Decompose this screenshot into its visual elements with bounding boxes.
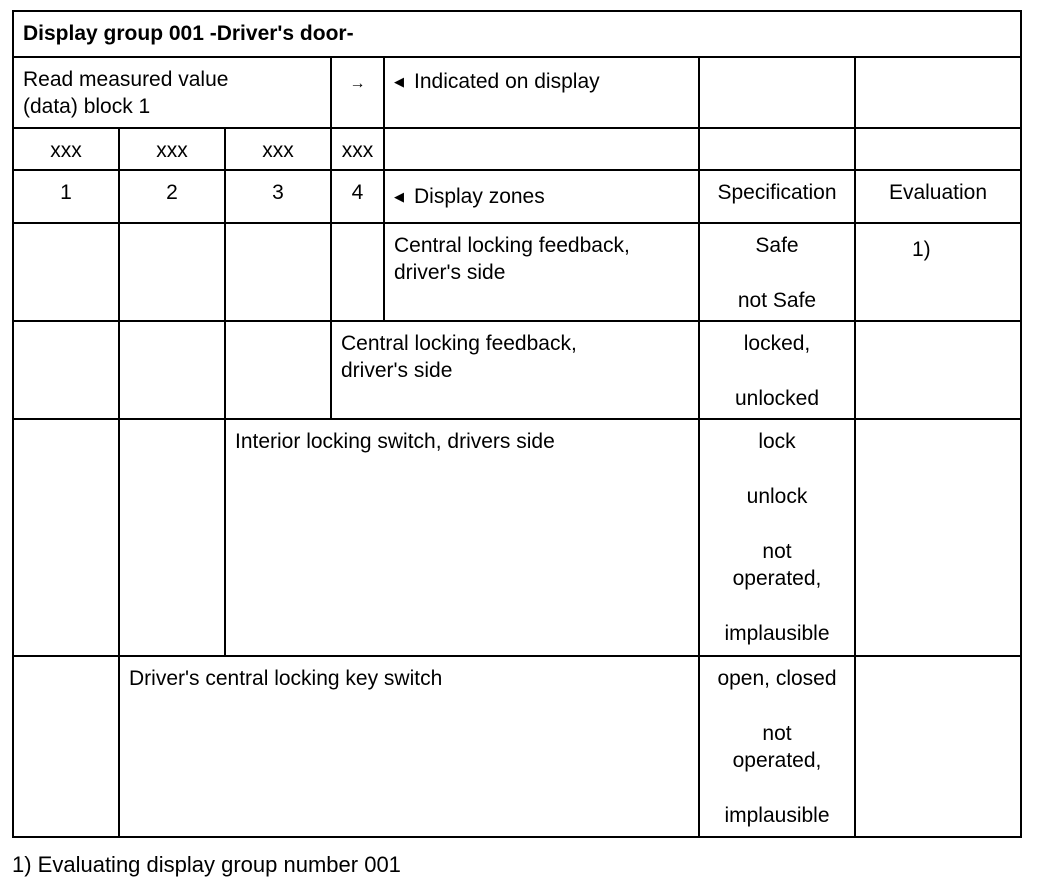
evaluation-cell xyxy=(855,656,1021,837)
placeholder-zone-4: xxx xyxy=(331,128,384,170)
empty-cell xyxy=(225,321,331,419)
read-block-label: Read measured value (data) block 1 xyxy=(13,57,331,128)
empty-cell xyxy=(331,223,384,321)
row-label: Central locking feedback, driver's side xyxy=(331,321,699,419)
placeholder-zone-3: xxx xyxy=(225,128,331,170)
empty-cell xyxy=(13,223,119,321)
spec-value: unlocked xyxy=(734,387,820,410)
spec-value: locked, xyxy=(743,332,811,355)
empty-cell xyxy=(13,321,119,419)
arrow-icon: → xyxy=(331,57,384,128)
evaluation-note: 1) xyxy=(855,223,1021,321)
empty-cell xyxy=(119,419,225,656)
evaluation-header: Evaluation xyxy=(855,170,1021,223)
empty-cell xyxy=(225,223,331,321)
triangle-left-icon: ◀ xyxy=(394,189,404,204)
spec-value: implausible xyxy=(724,804,830,827)
indicated-on-display-cell xyxy=(384,57,699,128)
spec-value: Safe xyxy=(755,234,799,257)
display-zones-label: Display zones xyxy=(414,185,545,208)
row-label: Central locking feedback, driver's side xyxy=(384,223,699,321)
evaluation-cell xyxy=(855,321,1021,419)
specification-values xyxy=(699,656,855,837)
spec-value: implausible xyxy=(724,622,830,645)
empty-cell xyxy=(13,419,119,656)
spec-value: open, closed xyxy=(717,667,837,690)
evaluation-cell xyxy=(855,419,1021,656)
zone-number-3: 3 xyxy=(225,170,331,223)
spec-value: lock xyxy=(758,430,796,453)
placeholder-zone-2: xxx xyxy=(119,128,225,170)
indicated-on-display-label: Indicated on display xyxy=(414,70,600,93)
empty-cell xyxy=(855,57,1021,128)
triangle-left-icon: ◀ xyxy=(394,74,404,89)
spec-value: not operated, xyxy=(732,722,822,772)
row-label: Driver's central locking key switch xyxy=(119,656,699,837)
spec-value: unlock xyxy=(746,485,808,508)
row-label: Interior locking switch, drivers side xyxy=(225,419,699,656)
display-zones-cell xyxy=(384,170,699,223)
empty-cell xyxy=(855,128,1021,170)
empty-cell xyxy=(699,57,855,128)
specification-values xyxy=(699,321,855,419)
empty-cell xyxy=(699,128,855,170)
zone-number-1: 1 xyxy=(13,170,119,223)
zone-number-4: 4 xyxy=(331,170,384,223)
spec-value: not operated, xyxy=(732,540,822,590)
zone-number-2: 2 xyxy=(119,170,225,223)
empty-cell xyxy=(119,321,225,419)
footnote: 1) Evaluating display group number 001 xyxy=(12,852,401,877)
specification-values xyxy=(699,223,855,321)
placeholder-zone-1: xxx xyxy=(13,128,119,170)
display-group-table xyxy=(12,10,1022,838)
empty-cell xyxy=(384,128,699,170)
table-title: Display group 001 -Driver's door- xyxy=(13,11,1021,57)
specification-values xyxy=(699,419,855,656)
empty-cell xyxy=(13,656,119,837)
empty-cell xyxy=(119,223,225,321)
spec-value: not Safe xyxy=(737,289,817,312)
specification-header: Specification xyxy=(699,170,855,223)
